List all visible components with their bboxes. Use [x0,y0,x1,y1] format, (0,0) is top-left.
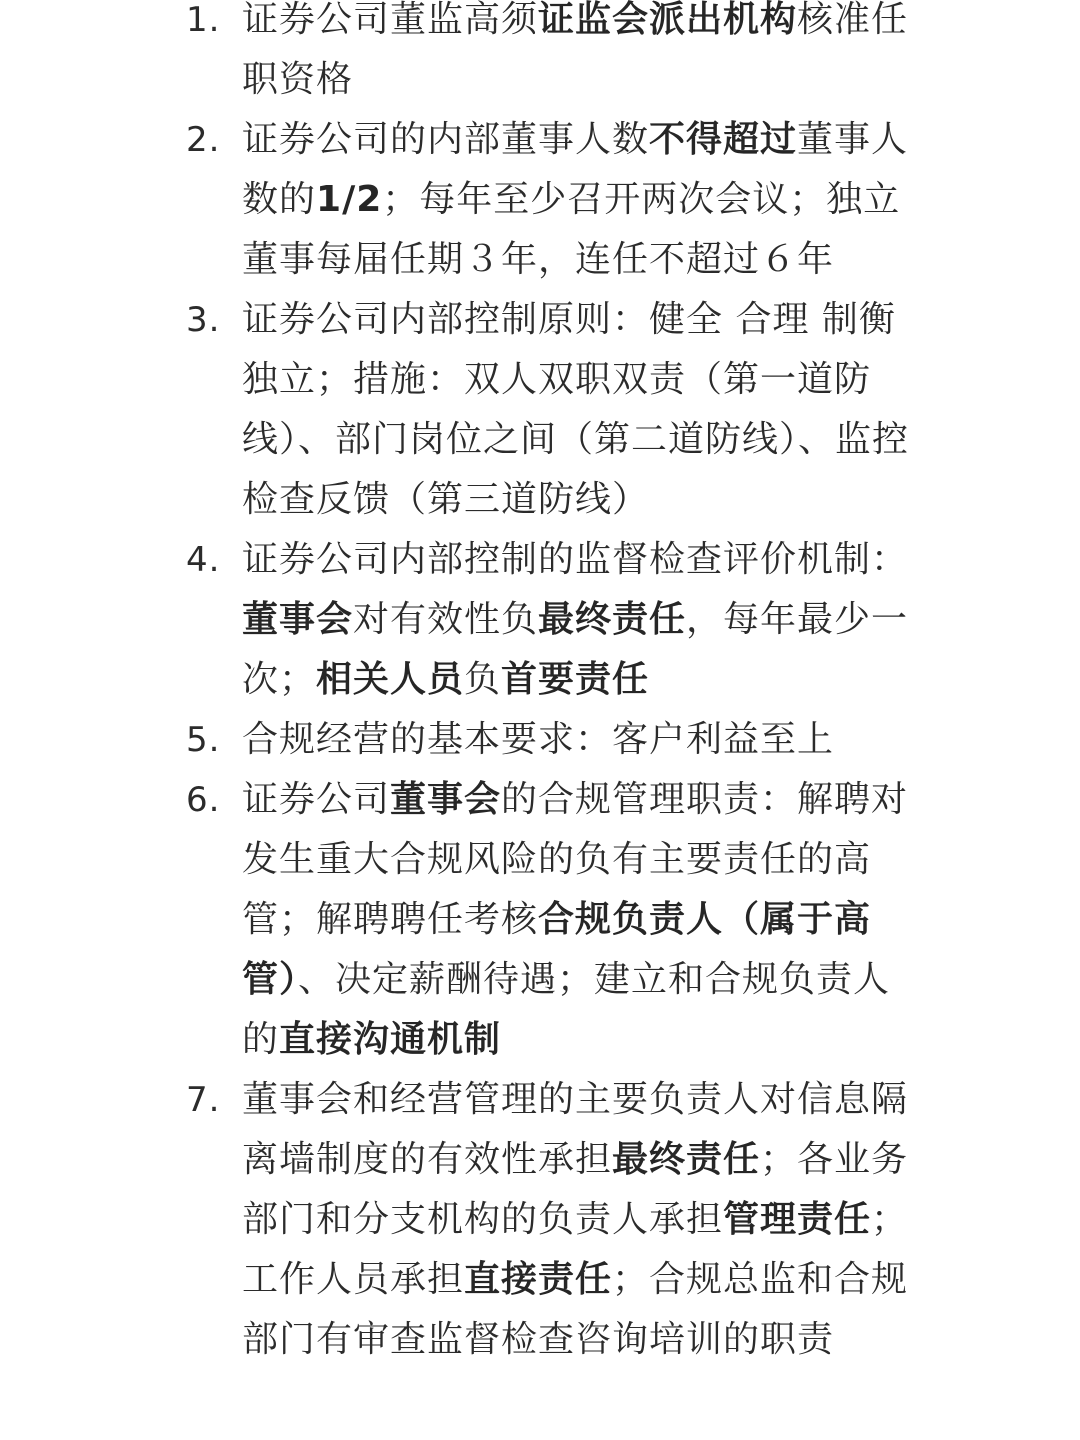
list-item [0,110,922,290]
list-item [0,530,922,710]
item-text: 证券公司董事会的合规管理职责：解聘对发生重大合规风险的负有主要责任的高管；解聘聘任考核合规负责人（属于高管）、决定薪酬待遇；建立和合规负责人的直接沟通机制 [242,779,909,1060]
list-item [0,710,922,770]
item-number: 2. [186,120,221,160]
item-text: 证券公司董监高须证监会派出机构核准任职资格 [242,0,909,100]
item-text: 证券公司内部控制的监督检查评价机制：董事会对有效性负最终责任，每年最少一次；相关人员负首要责任 [242,539,909,700]
list-item [0,770,922,1070]
item-number: 1. [186,0,221,40]
item-text: 证券公司内部控制原则：健全 合理 制衡 独立；措施：双人双职双责（第一道防线）、部门岗位之间（第二道防线）、监控检查反馈（第三道防线） [242,299,910,520]
item-number: 4. [186,540,221,580]
item-number: 3. [186,300,221,340]
item-number: 5. [186,720,221,760]
list-item [0,290,922,530]
item-number: 7. [186,1080,221,1120]
item-text: 董事会和经营管理的主要负责人对信息隔离墙制度的有效性承担最终责任；各业务部门和分支机构的负责人承担管理责任；工作人员承担直接责任；合规总监和合规部门有审查监督检查咨询培训的职责 [242,1079,909,1360]
item-number: 6. [186,780,221,820]
item-text: 证券公司的内部董事人数不得超过董事人数的1/2；每年至少召开两次会议；独立董事每届任期３年，连任不超过６年 [242,119,909,280]
item-text: 合规经营的基本要求：客户利益至上 [242,719,835,760]
list-item [0,1070,922,1370]
list-item [0,0,922,110]
